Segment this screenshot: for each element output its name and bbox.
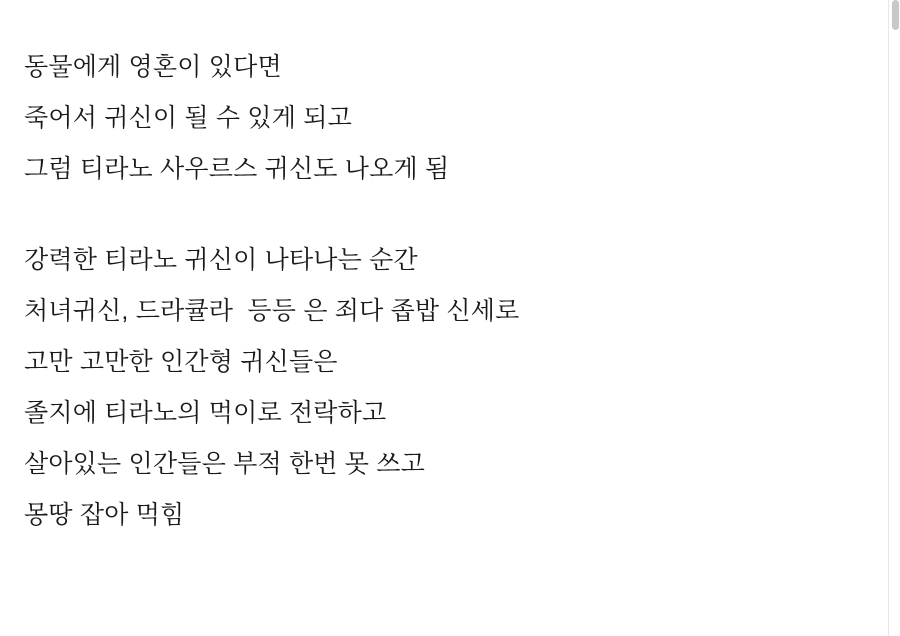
text-line: 동물에게 영혼이 있다면 (24, 53, 282, 81)
paragraph-1 (24, 42, 872, 195)
text-line: 고만 고만한 인간형 귀신들은 (24, 348, 338, 376)
text-line: 처녀귀신, 드라큘라 등등 은 죄다 좁밥 신세로 (24, 297, 520, 325)
text-line: 졸지에 티라노의 먹이로 전락하고 (24, 399, 387, 427)
text-line: 그럼 티라노 사우르스 귀신도 나오게 됨 (24, 155, 450, 183)
vertical-scrollbar[interactable] (888, 0, 900, 636)
document-body (24, 42, 872, 541)
text-line: 죽어서 귀신이 될 수 있게 되고 (24, 104, 352, 132)
text-line: 강력한 티라노 귀신이 나타나는 순간 (24, 246, 418, 274)
text-line: 살아있는 인간들은 부적 한번 못 쓰고 (24, 450, 425, 478)
text-line: 몽땅 잡아 먹힘 (24, 501, 185, 529)
paragraph-2 (24, 235, 872, 541)
scrollbar-thumb[interactable] (892, 0, 899, 30)
